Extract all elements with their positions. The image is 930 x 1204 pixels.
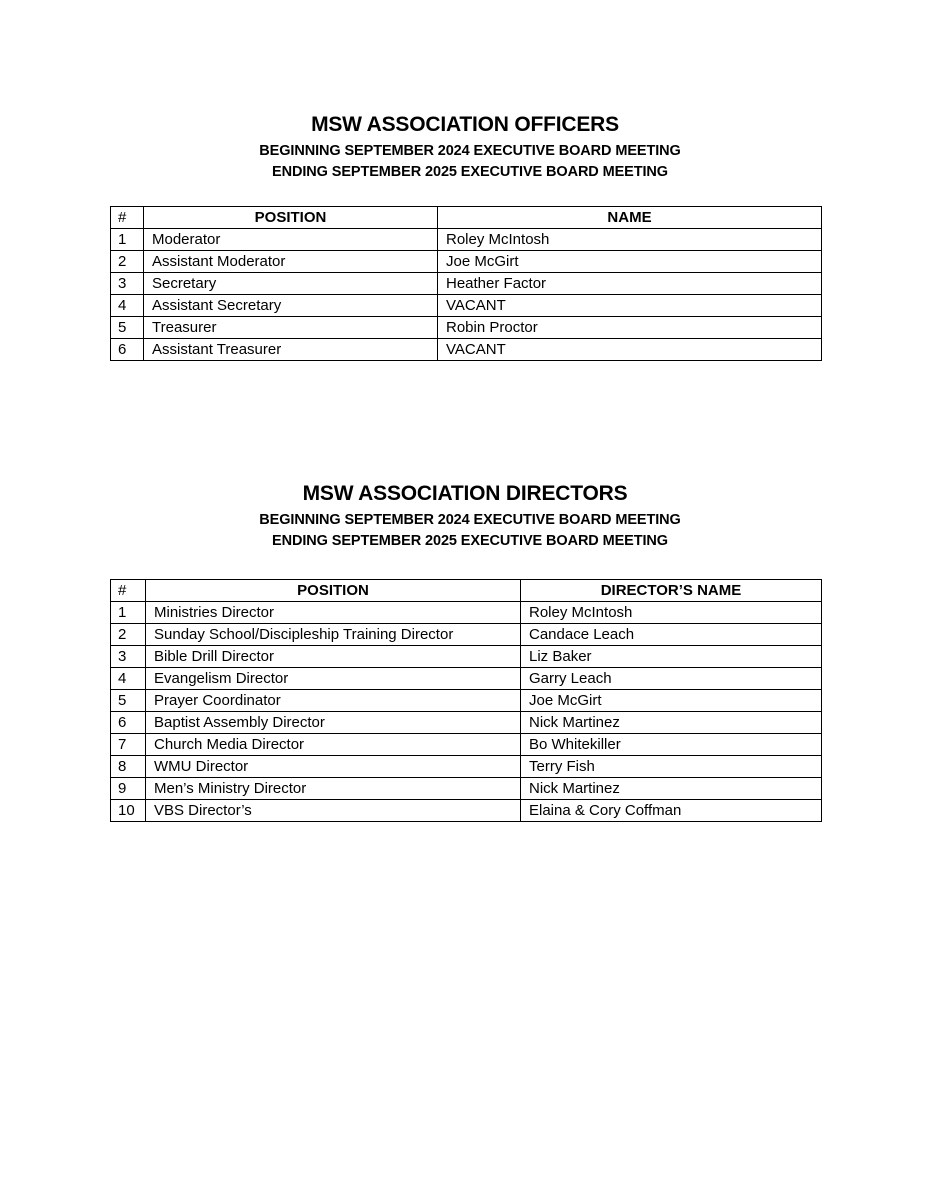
row-position: Men’s Ministry Director xyxy=(146,778,521,800)
row-name: Terry Fish xyxy=(521,756,822,778)
table-row xyxy=(111,273,822,295)
row-position: Assistant Moderator xyxy=(144,251,438,273)
table-row xyxy=(111,624,822,646)
directors-table xyxy=(110,579,822,822)
row-position: WMU Director xyxy=(146,756,521,778)
directors-subtitle xyxy=(10,510,930,552)
row-name: Roley McIntosh xyxy=(521,602,822,624)
table-row xyxy=(111,734,822,756)
row-name: Robin Proctor xyxy=(438,317,822,339)
table-row xyxy=(111,229,822,251)
table-row xyxy=(111,295,822,317)
row-number: 2 xyxy=(111,251,144,273)
table-row xyxy=(111,756,822,778)
directors-title: MSW ASSOCIATION DIRECTORS xyxy=(302,482,628,505)
table-row xyxy=(111,339,822,361)
row-position: Church Media Director xyxy=(146,734,521,756)
column-header-position: POSITION xyxy=(144,207,438,229)
row-name: Nick Martinez xyxy=(521,712,822,734)
row-position: Baptist Assembly Director xyxy=(146,712,521,734)
row-number: 8 xyxy=(111,756,146,778)
table-row xyxy=(111,317,822,339)
row-number: 1 xyxy=(111,229,144,251)
table-header-row xyxy=(111,207,822,229)
row-number: 3 xyxy=(111,646,146,668)
row-position: Moderator xyxy=(144,229,438,251)
table-row xyxy=(111,646,822,668)
row-number: 2 xyxy=(111,624,146,646)
directors-subtitle-line2: ENDING SEPTEMBER 2025 EXECUTIVE BOARD MEETING xyxy=(272,533,668,549)
directors-subtitle-line1: BEGINNING SEPTEMBER 2024 EXECUTIVE BOARD MEETING xyxy=(259,512,681,528)
row-name-vacant: VACANT xyxy=(438,339,822,361)
table-row xyxy=(111,712,822,734)
row-name: Joe McGirt xyxy=(521,690,822,712)
row-position: Ministries Director xyxy=(146,602,521,624)
row-name: Garry Leach xyxy=(521,668,822,690)
column-header-position: POSITION xyxy=(146,580,521,602)
table-row xyxy=(111,251,822,273)
row-name: Liz Baker xyxy=(521,646,822,668)
officers-subtitle-line2: ENDING SEPTEMBER 2025 EXECUTIVE BOARD MEETING xyxy=(272,164,668,180)
table-row xyxy=(111,668,822,690)
row-name: Nick Martinez xyxy=(521,778,822,800)
row-number: 6 xyxy=(111,712,146,734)
officers-title: MSW ASSOCIATION OFFICERS xyxy=(311,113,619,136)
table-row xyxy=(111,778,822,800)
row-name-vacant: VACANT xyxy=(438,295,822,317)
column-header-number: # xyxy=(111,580,146,602)
officers-section xyxy=(0,112,930,358)
row-position: Prayer Coordinator xyxy=(146,690,521,712)
row-number: 9 xyxy=(111,778,146,800)
row-position: Sunday School/Discipleship Training Director xyxy=(146,624,521,646)
row-number: 6 xyxy=(111,339,144,361)
row-name: Candace Leach xyxy=(521,624,822,646)
row-position: Bible Drill Director xyxy=(146,646,521,668)
row-position: Treasurer xyxy=(144,317,438,339)
row-number: 4 xyxy=(111,295,144,317)
column-header-number: # xyxy=(111,207,144,229)
directors-section xyxy=(0,481,930,819)
row-number: 7 xyxy=(111,734,146,756)
row-name: Bo Whitekiller xyxy=(521,734,822,756)
officers-table xyxy=(110,206,822,361)
row-name: Elaina & Cory Coffman xyxy=(521,800,822,822)
column-header-name: NAME xyxy=(438,207,822,229)
table-row xyxy=(111,800,822,822)
table-row xyxy=(111,602,822,624)
row-name: Heather Factor xyxy=(438,273,822,295)
row-position: Assistant Treasurer xyxy=(144,339,438,361)
table-header-row xyxy=(111,580,822,602)
row-number: 1 xyxy=(111,602,146,624)
row-position: VBS Director’s xyxy=(146,800,521,822)
row-number: 5 xyxy=(111,690,146,712)
row-position: Evangelism Director xyxy=(146,668,521,690)
officers-subtitle xyxy=(10,141,930,183)
row-number: 5 xyxy=(111,317,144,339)
row-number: 4 xyxy=(111,668,146,690)
row-position: Secretary xyxy=(144,273,438,295)
row-position: Assistant Secretary xyxy=(144,295,438,317)
officers-subtitle-line1: BEGINNING SEPTEMBER 2024 EXECUTIVE BOARD MEETING xyxy=(259,143,681,159)
row-name: Joe McGirt xyxy=(438,251,822,273)
column-header-directors-name: DIRECTOR’S NAME xyxy=(521,580,822,602)
row-number: 3 xyxy=(111,273,144,295)
row-name: Roley McIntosh xyxy=(438,229,822,251)
table-row xyxy=(111,690,822,712)
row-number: 10 xyxy=(111,800,146,822)
